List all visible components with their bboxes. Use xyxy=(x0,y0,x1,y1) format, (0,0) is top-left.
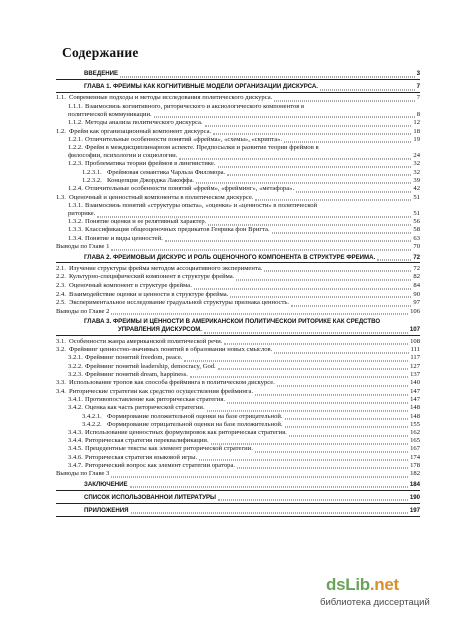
toc-entry-page: 58 xyxy=(413,226,420,234)
toc-entry-page: 140 xyxy=(410,379,420,387)
toc-entry-page: 97 xyxy=(413,299,420,307)
toc-entry-page: 82 xyxy=(413,273,420,281)
toc-entry-number: 1.1.2. xyxy=(68,119,83,126)
toc-entry-title: ГЛАВА 1. ФРЕЙМЫ КАК КОГНИТИВНЫЕ МОДЕЛИ ОРГАНИЗАЦИИ ДИСКУРСА. xyxy=(84,83,318,91)
toc-entry-title: Современные подходы и методы исследования политического дискурса. xyxy=(69,94,273,102)
toc-entry-page: 178 xyxy=(410,461,420,469)
toc-dot-leader xyxy=(291,298,411,307)
toc-entry-title: Выводы по Главе 2 xyxy=(56,307,110,315)
toc-dot-leader xyxy=(255,192,411,201)
toc-entry-title: Взаимодействие оценки и ценности в структуре фрейма. xyxy=(69,290,229,298)
toc-dot-leader xyxy=(111,242,411,251)
toc-dot-leader xyxy=(111,306,408,315)
toc-entry-page: 7 xyxy=(416,94,420,102)
page-title: Содержание xyxy=(62,45,139,60)
toc-entry-title: Фрейминг понятий leadership, democracy, God. xyxy=(85,362,216,370)
toc-dot-leader xyxy=(120,69,414,78)
toc-entry-number: 2.4. xyxy=(56,290,66,298)
toc-entry-number: 1.2.3.2. xyxy=(82,176,102,184)
toc-entry-title: Проблематика теории фреймов в лингвистике. xyxy=(85,160,216,168)
toc-entry-number: 3.4.4. xyxy=(68,437,83,445)
toc-dot-leader xyxy=(204,325,408,334)
toc-entry-page: 147 xyxy=(410,396,420,404)
toc-entry-number: 1.3.2. xyxy=(68,218,83,226)
toc-entry-number: 3.2. xyxy=(56,346,66,354)
toc-entry-number: 3.4.2. xyxy=(68,404,83,412)
toc-entry-number: 3.4.1. xyxy=(68,396,83,404)
toc-dot-leader xyxy=(237,460,408,469)
toc-entry-title: ГЛАВА 2. ФРЕЙМОВЫЙ ДИСКУРС И РОЛЬ ОЦЕНОЧНОГО КОМПОНЕНТА В СТРУКТУРЕ ФРЕЙМА. xyxy=(84,253,376,261)
toc-entry-title: Риторическая стратегия переквалификации. xyxy=(85,437,209,445)
toc-entry-page: 39 xyxy=(413,176,420,184)
toc-entry-number: 1.2.3.1. xyxy=(82,168,102,176)
toc-entry-number: 1.3.4. xyxy=(68,234,83,242)
toc-entry-page: 51 xyxy=(413,210,420,217)
toc-dot-leader xyxy=(320,82,415,91)
toc-entry-page: 108 xyxy=(410,337,420,345)
toc-entry-page: 184 xyxy=(409,480,420,488)
toc-entry-title: Экспериментальное исследование градуальной структуры признака ценность. xyxy=(69,299,289,307)
watermark xyxy=(320,575,446,617)
toc-entry-number: 3.4.7. xyxy=(68,461,83,469)
toc-entry-page: 72 xyxy=(413,264,420,272)
toc-dot-leader xyxy=(218,492,408,501)
toc-entry-title: Оценочный компонент в структуре фрейма. xyxy=(69,282,192,289)
watermark-tagline: библиотека диссертаций xyxy=(320,597,430,608)
toc-entry-title: Фрейм в междисциплинарном аспекте. Предпосылки и развитие теории фреймов в xyxy=(85,144,319,151)
toc-entry-number: 3.2.2. xyxy=(68,362,83,370)
toc-entry-page: 42 xyxy=(413,185,420,192)
toc-entry-title: риторике. xyxy=(68,210,96,217)
toc-dot-leader xyxy=(377,252,411,261)
toc-entry-number: 3.4.2.2. xyxy=(82,420,102,428)
toc-entry-title: Прецедентные тексты как элемент риторической стратегии. xyxy=(85,445,253,453)
toc-entry-page: 111 xyxy=(410,346,420,354)
toc-entry-title: Оценочный и ценностный компоненты в политическом дискурсе. xyxy=(69,193,254,201)
toc-entry-title: Формирование положительной оценки на базе отрицательной. xyxy=(107,412,283,420)
toc-entry-title: Концепция Джорджа Лакоффа. xyxy=(107,176,195,184)
toc-entry-page: 107 xyxy=(409,326,420,334)
toc-entry-page: 19 xyxy=(413,135,420,143)
toc-entry-title: Фреймовая семантика Чарльза Филлмора. xyxy=(107,168,226,176)
toc-entry-page: 147 xyxy=(410,388,420,395)
toc-dot-leader xyxy=(236,272,411,281)
watermark-logo-tld: .net xyxy=(369,575,399,594)
toc-entry-title: Фрейминг ценностно-значимых понятий в образовании новых смыслов. xyxy=(69,346,273,354)
toc-entry-title: политической коммуникации. xyxy=(68,110,152,118)
toc-entry-page: 155 xyxy=(410,420,420,428)
toc-entry-page: 12 xyxy=(413,119,420,126)
chapter-underline xyxy=(56,503,420,504)
toc-entry-title: Риторическая стратегия языковой игры. xyxy=(85,453,198,461)
toc-entry-number: 1.1.1. xyxy=(68,102,83,110)
chapter-underline xyxy=(56,516,420,517)
toc-entry-title: Культурно-специфический компонент в структуре фрейма. xyxy=(69,273,235,281)
toc-dot-leader xyxy=(111,469,408,478)
toc-entry-page: 72 xyxy=(413,253,420,261)
toc-entry-page: 3 xyxy=(416,70,420,78)
watermark-logo-main: dsLib xyxy=(326,575,370,594)
toc-entry-number: 3.4.5. xyxy=(68,445,83,453)
toc-entry-page: 63 xyxy=(413,234,420,242)
toc-entry-number: 3.4.3. xyxy=(68,429,83,436)
toc-entry-page: 90 xyxy=(413,290,420,298)
toc-entry-title: Риторический вопрос как элемент стратегии оратора. xyxy=(85,461,236,469)
toc-entry-number: 3.4. xyxy=(56,388,66,395)
toc-entry-title: Методы анализа политического дискурса. xyxy=(85,119,203,126)
toc-dot-leader xyxy=(296,184,411,193)
toc-entry-page: 7 xyxy=(416,83,420,91)
toc-entry-title: Особенности жанра американской политической речи. xyxy=(69,337,223,345)
toc-entry-title: Противопоставление как риторическая стратегия. xyxy=(85,396,226,404)
toc-entry-page: 51 xyxy=(413,193,420,201)
toc-entry-page: 18 xyxy=(413,127,420,135)
toc-entry-page: 182 xyxy=(410,470,420,478)
toc-entry-title: Выводы по Главе 1 xyxy=(56,243,110,251)
toc-entry-page: 117 xyxy=(410,354,420,362)
toc-entry-title: Использование тропов как способа фрейминга в политическом дискурсе. xyxy=(69,379,275,387)
toc-entry-title: философии, психологии и социологии. xyxy=(68,152,178,160)
toc-entry-page: 197 xyxy=(409,506,420,514)
toc-dot-leader xyxy=(131,505,408,514)
toc-dot-leader xyxy=(230,289,411,298)
toc-entry-number: 1.2.3. xyxy=(68,160,83,168)
toc-entry-title: ЗАКЛЮЧЕНИЕ xyxy=(84,480,128,488)
watermark-logo xyxy=(326,575,399,595)
toc-entry-title: Фрейминг понятий freedom, peace. xyxy=(85,354,183,362)
toc-dot-leader xyxy=(274,93,414,102)
toc-entry-page: 174 xyxy=(410,453,420,461)
toc-entry-number: 1.3.1. xyxy=(68,201,83,209)
toc-entry-page: 167 xyxy=(410,445,420,453)
toc-entry-number: 1.2. xyxy=(56,127,66,135)
toc-dot-leader xyxy=(284,134,411,143)
toc-entry-page: 70 xyxy=(413,243,420,251)
toc-entry-title: Оценка как часть риторической стратегии. xyxy=(85,404,205,412)
toc-entry-title: Понятие и виды ценностей. xyxy=(85,234,163,242)
toc-entry-number: 2.1. xyxy=(56,264,66,272)
toc-dot-leader xyxy=(130,479,408,488)
toc-entry-page: 127 xyxy=(410,362,420,370)
toc-entry-number: 2.5. xyxy=(56,299,66,307)
toc-entry-page: 106 xyxy=(410,307,420,315)
toc-entry-title: Отличительные особенности понятий «фрейма», «схемы», «скрипта». xyxy=(85,135,283,143)
toc-entry-title: Классификация общеоценочных предикатов Генрика фон Вригта. xyxy=(85,226,270,234)
toc-entry-page: 32 xyxy=(413,168,420,176)
toc-entry-title: Понятие оценки и ее релятивный характер. xyxy=(85,218,207,226)
chapter-underline xyxy=(56,79,420,80)
toc-dot-leader xyxy=(190,369,408,378)
toc-entry-title: Использование ценностных формулировок как риторическая стратегия. xyxy=(85,429,287,436)
toc-entry-title: ПРИЛОЖЕНИЯ xyxy=(84,506,129,514)
toc-entry-page: 84 xyxy=(413,282,420,289)
toc-entry-title: Выводы по Главе 3 xyxy=(56,470,110,478)
toc-entry-title: Фрейминг понятий dream, happiness. xyxy=(85,370,188,378)
toc-entry-page: 165 xyxy=(410,437,420,445)
toc-entry-title: Риторические стратегии как средство осуществления фрейминга. xyxy=(69,388,254,395)
toc-entry-number: 1.2.2. xyxy=(68,144,83,151)
toc-entry-number: 3.4.6. xyxy=(68,453,83,461)
toc-entry-page: 24 xyxy=(413,152,420,160)
toc-entry-number: 3.1. xyxy=(56,337,66,345)
toc-entry-title: СПИСОК ИСПОЛЬЗОВАННОЙ ЛИТЕРАТУРЫ xyxy=(84,493,217,501)
toc-entry-page: 137 xyxy=(410,370,420,378)
toc-entry-title: ГЛАВА 3. ФРЕЙМЫ И ЦЕННОСТИ В АМЕРИКАНСКОЙ ПОЛИТИЧЕСКОЙ РИТОРИКЕ КАК СРЕДСТВО xyxy=(84,318,381,326)
toc-entry-title: Формирование отрицательной оценки на базе положительной. xyxy=(107,420,283,428)
toc-entry-page: 148 xyxy=(410,412,420,420)
toc-entry-number: 3.4.2.1. xyxy=(82,412,102,420)
toc-entry-number: 1.2.4. xyxy=(68,185,83,192)
toc-entry-page: 162 xyxy=(410,429,420,436)
toc-entry-page: 148 xyxy=(410,404,420,412)
toc-entry-page: 56 xyxy=(413,218,420,226)
toc-entry-number: 1.3.3. xyxy=(68,226,83,234)
toc-dot-leader xyxy=(194,281,412,290)
toc-entry-number: 3.2.3. xyxy=(68,370,83,378)
toc-entry-title: Взаимосвязь понятий «структуры опыта», «оценки» и «ценности» в политической xyxy=(85,201,318,209)
toc-entry-title: ВВЕДЕНИЕ xyxy=(84,70,119,78)
toc-entry-title: УПРАВЛЕНИЯ ДИСКУРСОМ. xyxy=(118,326,202,334)
toc-entry-number: 3.3. xyxy=(56,379,66,387)
toc-entry-title: Фрейм как организационный компонент дискурса. xyxy=(69,127,212,135)
toc-entry-number: 2.3. xyxy=(56,282,66,289)
toc-entry-title: Отличительные особенности понятий «фрейм», «фрейминг», «метафора». xyxy=(85,185,295,192)
toc-dot-leader xyxy=(205,118,412,127)
toc-entry-number: 3.2.1. xyxy=(68,354,83,362)
toc-dot-leader xyxy=(277,378,408,387)
toc-entry-title: Изучение структуры фрейма методом ассоциативного эксперимента. xyxy=(69,264,263,272)
chapter-underline xyxy=(56,490,420,491)
toc-entry-title: Взаимосвязь когнитивного, риторического и аксиологического компонентов в xyxy=(85,102,305,110)
toc-entry-number: 1.3. xyxy=(56,193,66,201)
toc-dot-leader xyxy=(264,263,411,272)
toc-dot-leader xyxy=(224,336,408,345)
toc-entry-page: 8 xyxy=(416,110,420,118)
toc-entry-page: 32 xyxy=(413,160,420,168)
toc-entry-number: 1.1. xyxy=(56,94,66,102)
toc-dot-leader xyxy=(165,233,412,242)
toc-entry-number: 1.2.1. xyxy=(68,135,83,143)
toc-entry-page: 190 xyxy=(409,493,420,501)
toc-entry-number: 2.2. xyxy=(56,273,66,281)
